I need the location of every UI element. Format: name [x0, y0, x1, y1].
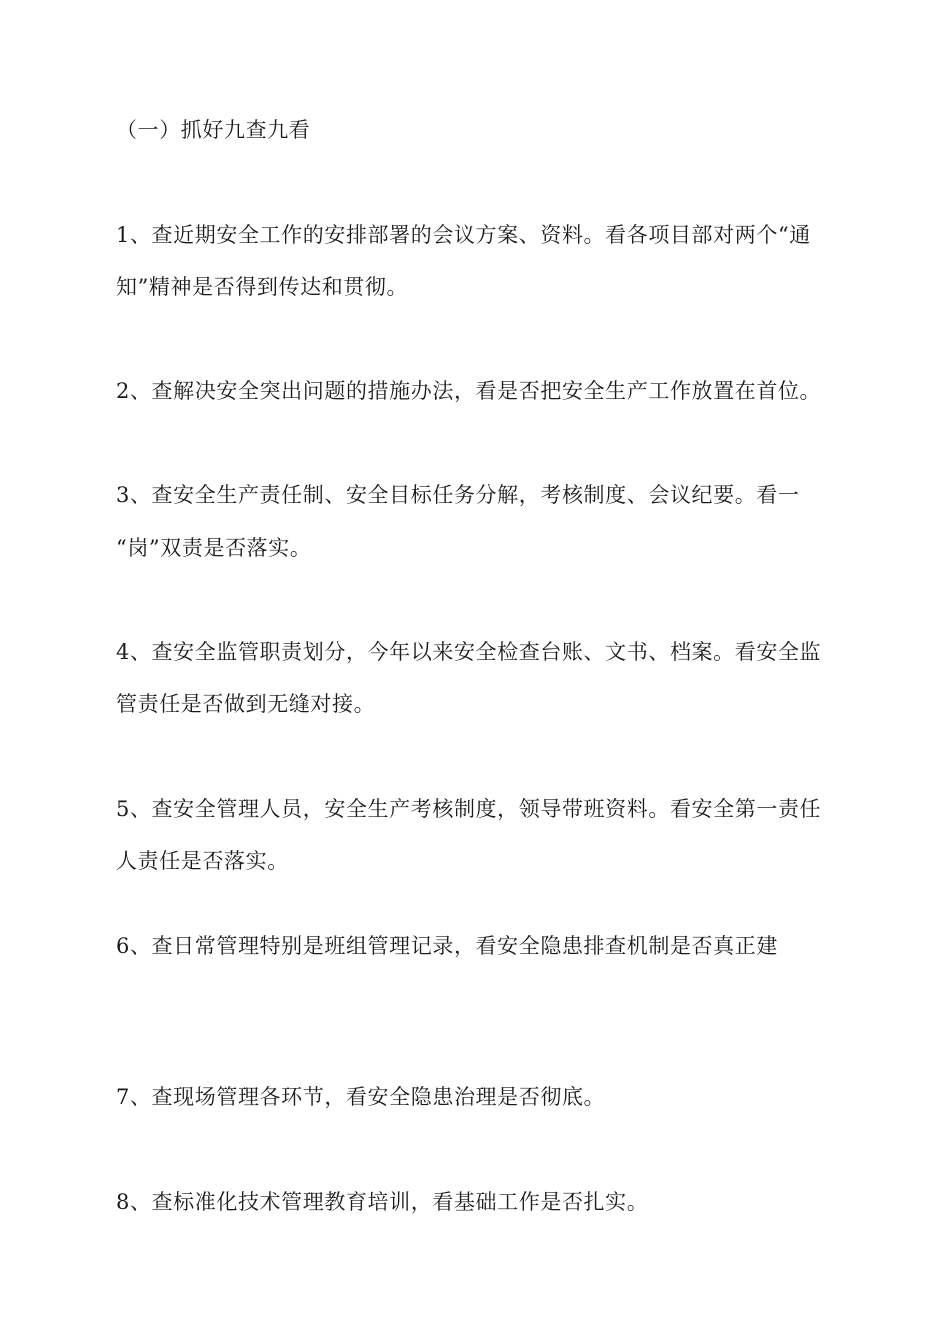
- item-3-line-2: “岗”双责是否落实。: [116, 536, 312, 560]
- item-1-line-1: 1、查近期安全工作的安排部署的会议方案、资料。看各项目部对两个“通: [116, 223, 811, 247]
- item-2-line-1: 2、查解决安全突出问题的措施办法，看是否把安全生产工作放置在首位。: [116, 379, 822, 403]
- item-4-line-1: 4、查安全监管职责划分，今年以来安全检查台账、文书、档案。看安全监: [116, 640, 822, 664]
- item-5-line-2: 人责任是否落实。: [116, 849, 289, 873]
- item-5-line-1: 5、查安全管理人员，安全生产考核制度，领导带班资料。看安全第一责任: [116, 797, 822, 821]
- item-8-line-1: 8、查标准化技术管理教育培训，看基础工作是否扎实。: [116, 1190, 649, 1214]
- item-4-line-2: 管责任是否做到无缝对接。: [116, 692, 376, 716]
- item-7-line-1: 7、查现场管理各环节，看安全隐患治理是否彻底。: [116, 1085, 606, 1109]
- item-1-line-2: 知”精神是否得到传达和贯彻。: [116, 275, 409, 299]
- item-6-line-1: 6、查日常管理特别是班组管理记录，看安全隐患排查机制是否真正建: [116, 934, 778, 958]
- item-3-line-1: 3、查安全生产责任制、安全目标任务分解，考核制度、会议纪要。看一: [116, 483, 800, 507]
- section-heading: （一）抓好九查九看: [116, 118, 311, 142]
